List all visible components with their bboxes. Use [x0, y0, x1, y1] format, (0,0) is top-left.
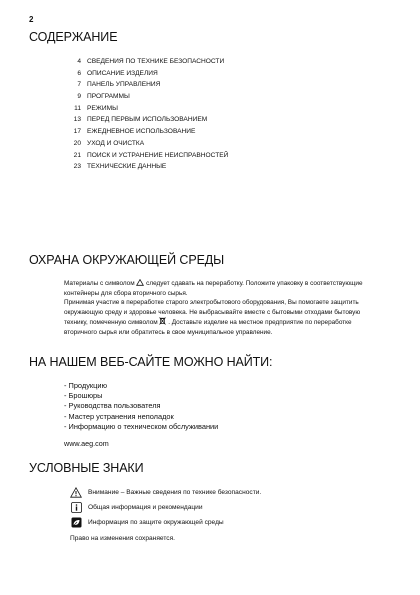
list-item: - Продукцию: [64, 381, 108, 390]
symbol-row: [70, 485, 261, 500]
crossed-bin-icon: [159, 317, 166, 325]
contents-title: СОДЕРЖАНИЕ: [29, 30, 118, 44]
list-item: - Мастер устранения неполадок: [64, 411, 174, 421]
symbols-title: УСЛОВНЫЕ ЗНАКИ: [29, 461, 144, 475]
toc-page: 4: [77, 58, 81, 65]
list-item: - Руководства пользователя: [64, 401, 161, 411]
toc-page: 11: [74, 104, 81, 112]
environment-paragraph: Материалы с символом следует сдавать на переработку. Положите упаковку в соответствующие контейнеры для сбора вторичного сырья.: [64, 280, 363, 297]
environment-paragraph: Принимая участие в переработке старого электробытового оборудования, Вы помогаете защитить окружающую среду и здоровье человека. Не выбрасывайте вместе с бытовыми отходами бытовую технику, помеченную символом . Доставьте изделие на местное предприятие по переработке вторичного сырья или обратитесь в свое муниципальное управление.: [64, 299, 361, 336]
toc-entry[interactable]: [64, 138, 228, 150]
toc-entry[interactable]: [64, 56, 228, 68]
toc-page: 6: [77, 69, 81, 77]
symbol-text: Общая информация и рекомендации: [88, 504, 203, 511]
toc-page: 20: [73, 139, 81, 147]
toc-entry[interactable]: [64, 68, 228, 80]
toc-title: ПЕРЕД ПЕРВЫМ ИСПОЛЬЗОВАНИЕМ: [87, 116, 208, 124]
toc-page: 23: [73, 163, 81, 171]
table-of-contents: [64, 56, 228, 173]
warning-icon: [70, 487, 82, 498]
toc-entry[interactable]: [64, 91, 228, 103]
toc-title: УХОД И ОЧИСТКА: [87, 139, 145, 147]
toc-title: ЕЖЕДНЕВНОЕ ИСПОЛЬЗОВАНИЕ: [87, 128, 196, 136]
toc-title: СВЕДЕНИЯ ПО ТЕХНИКЕ БЕЗОПАСНОСТИ: [87, 58, 225, 65]
symbol-row: [70, 500, 261, 515]
website-list: [64, 381, 218, 432]
toc-entry[interactable]: [64, 150, 228, 162]
symbol-text: Внимание – Важные сведения по технике безопасности.: [88, 489, 262, 496]
toc-entry[interactable]: [64, 161, 228, 173]
environment-text: [64, 279, 364, 337]
website-link[interactable]: www.aeg.com: [64, 439, 109, 448]
recycle-icon: [136, 279, 144, 286]
toc-title: ОПИСАНИЕ ИЗДЕЛИЯ: [87, 69, 158, 77]
eco-icon: [70, 517, 82, 528]
toc-entry[interactable]: [64, 114, 228, 126]
page-number: 2: [29, 15, 34, 24]
toc-page: 13: [73, 116, 81, 124]
toc-entry[interactable]: [64, 126, 228, 138]
toc-title: ПАНЕЛЬ УПРАВЛЕНИЯ: [87, 81, 161, 89]
website-title: НА НАШЕМ ВЕБ-САЙТЕ МОЖНО НАЙТИ:: [29, 355, 273, 369]
toc-entry[interactable]: [64, 103, 228, 115]
toc-title: ПОИСК И УСТРАНЕНИЕ НЕИСПРАВНОСТЕЙ: [87, 151, 229, 159]
toc-page: 9: [77, 93, 81, 101]
environment-title: ОХРАНА ОКРУЖАЮЩЕЙ СРЕДЫ: [29, 253, 225, 267]
toc-page: 17: [73, 128, 81, 136]
toc-page: 21: [73, 151, 81, 159]
toc-title: ПРОГРАММЫ: [87, 93, 130, 101]
toc-title: ТЕХНИЧЕСКИЕ ДАННЫЕ: [87, 163, 167, 171]
toc-title: РЕЖИМЫ: [87, 104, 118, 112]
symbols-list: [70, 485, 261, 530]
toc-entry[interactable]: [64, 79, 228, 91]
symbol-row: [70, 515, 261, 530]
symbol-text: Информация по защите окружающей среды: [88, 519, 224, 526]
list-item: - Информацию о техническом обслуживании: [64, 421, 219, 431]
list-item: - Брошюры: [64, 391, 103, 401]
toc-page: 7: [77, 81, 81, 89]
changes-note: Право на изменения сохраняется.: [70, 535, 175, 542]
info-icon: [70, 502, 82, 513]
